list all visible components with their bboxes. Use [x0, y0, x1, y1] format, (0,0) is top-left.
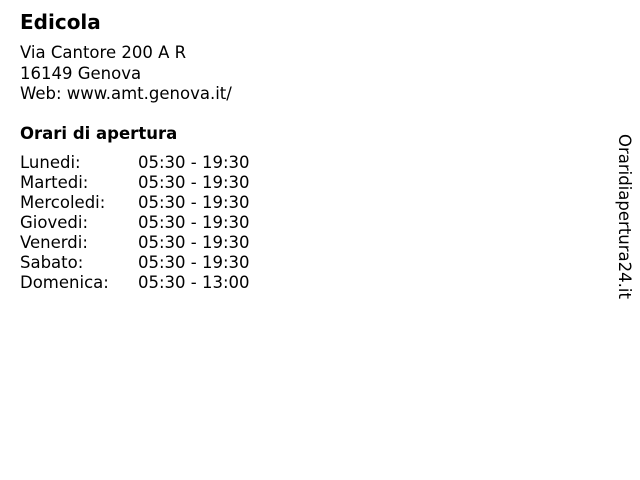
day-label: Giovedi:	[20, 213, 88, 232]
day-label: Martedi:	[20, 173, 89, 192]
time-range: 05:30 - 19:30	[138, 153, 250, 172]
site-watermark: Oraridiapertura24.it	[615, 134, 634, 299]
day-label: Domenica:	[20, 273, 109, 292]
address-city: 16149 Genova	[20, 63, 142, 83]
opening-hours-heading: Orari di apertura	[20, 124, 178, 143]
time-range: 05:30 - 19:30	[138, 233, 250, 252]
day-label: Sabato:	[20, 253, 84, 272]
day-label: Venerdi:	[20, 233, 88, 252]
shop-address	[20, 43, 232, 105]
day-label: Lunedi:	[20, 153, 81, 172]
time-range: 05:30 - 13:00	[138, 273, 250, 292]
address-street: Via Cantore 200 A R	[20, 43, 187, 62]
time-range: 05:30 - 19:30	[138, 253, 250, 272]
time-range: 05:30 - 19:30	[138, 173, 250, 192]
day-label: Mercoledi:	[20, 193, 106, 212]
website-link[interactable]: Web: www.amt.genova.it/	[20, 84, 232, 103]
shop-name: Edicola	[20, 10, 101, 34]
time-range: 05:30 - 19:30	[138, 213, 250, 232]
time-range: 05:30 - 19:30	[138, 193, 250, 212]
